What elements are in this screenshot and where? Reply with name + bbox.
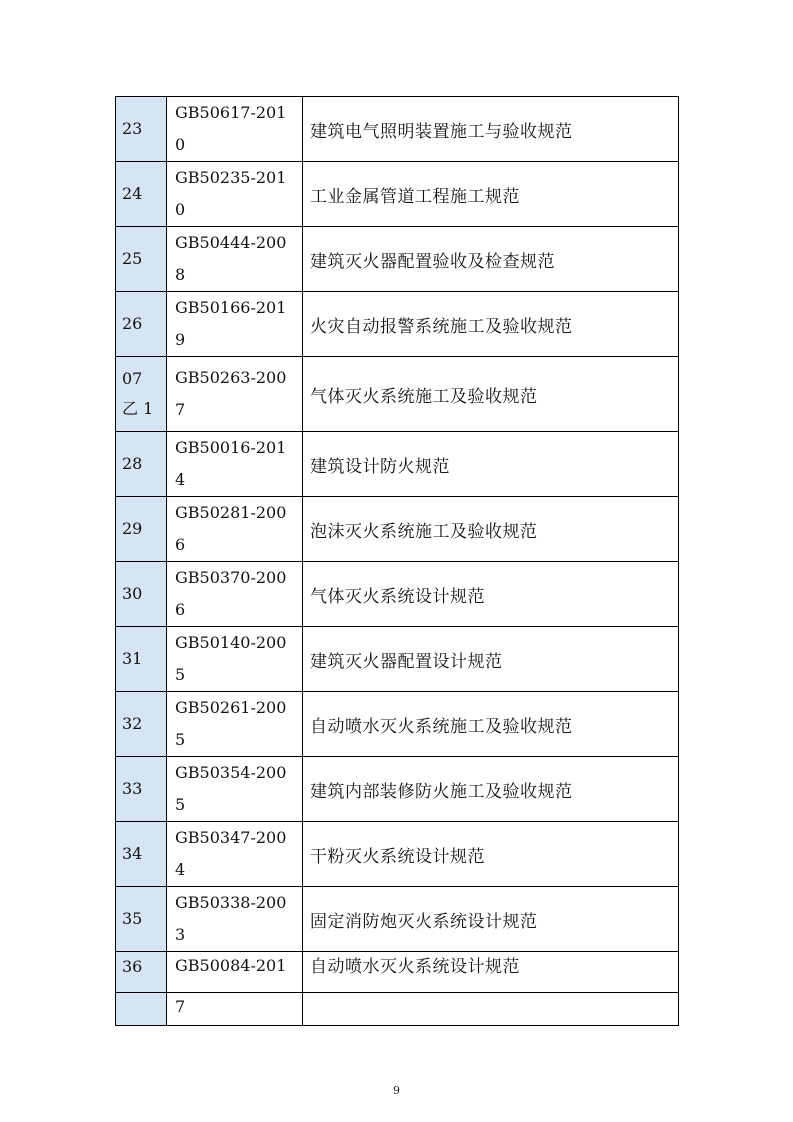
row-number-cell <box>116 432 167 497</box>
standard-code-cell <box>167 497 303 562</box>
standard-code: GB50347-200 <box>175 828 287 847</box>
standard-code-cell <box>167 357 303 432</box>
standard-code: 7 <box>175 997 186 1016</box>
table-row <box>116 952 679 993</box>
standard-code: GB50617-201 <box>175 103 287 122</box>
table-row <box>116 993 679 1026</box>
row-number: 28 <box>122 454 143 473</box>
row-number: 30 <box>122 584 143 603</box>
standard-code: GB50166-201 <box>175 298 287 317</box>
standard-code: 0 <box>175 135 186 154</box>
standard-name: 建筑内部装修防火施工及验收规范 <box>303 757 679 822</box>
standard-code-cell <box>167 692 303 757</box>
standards-table-body <box>116 97 679 1026</box>
row-number-cell <box>116 627 167 692</box>
standard-code: GB50261-200 <box>175 698 287 717</box>
standard-code-cell <box>167 822 303 887</box>
standard-code: 4 <box>175 860 186 879</box>
table-row <box>116 97 679 162</box>
standard-name: 建筑设计防火规范 <box>303 432 679 497</box>
row-number: 26 <box>122 314 143 333</box>
standard-code: 8 <box>175 265 186 284</box>
standard-name: 干粉灭火系统设计规范 <box>303 822 679 887</box>
standard-name: 泡沫灭火系统施工及验收规范 <box>303 497 679 562</box>
row-number: 23 <box>122 119 143 138</box>
standard-code-cell <box>167 887 303 952</box>
row-number-cell <box>116 993 167 1026</box>
standard-code: GB50263-200 <box>175 368 287 387</box>
standard-name: 自动喷水灭火系统设计规范 <box>303 952 679 993</box>
row-number: 35 <box>122 909 143 928</box>
standard-code-cell <box>167 227 303 292</box>
standard-name: 建筑灭火器配置验收及检查规范 <box>303 227 679 292</box>
row-number: 25 <box>122 249 143 268</box>
table-row <box>116 497 679 562</box>
page-number: 9 <box>393 1084 400 1097</box>
standard-code: GB50338-200 <box>175 893 287 912</box>
standard-code: 5 <box>175 795 186 814</box>
standard-code: 7 <box>175 400 186 419</box>
table-row <box>116 357 679 432</box>
row-number: 乙 1 <box>122 399 154 418</box>
row-number-cell <box>116 97 167 162</box>
standard-code: GB50444-200 <box>175 233 287 252</box>
standard-code-cell <box>167 162 303 227</box>
row-number: 36 <box>122 957 143 976</box>
standard-code-cell <box>167 97 303 162</box>
table-row <box>116 292 679 357</box>
standard-code: 6 <box>175 535 186 554</box>
row-number: 07 <box>122 369 143 388</box>
row-number-cell <box>116 887 167 952</box>
table-row <box>116 757 679 822</box>
standard-name: 气体灭火系统施工及验收规范 <box>303 357 679 432</box>
standard-code: GB50235-201 <box>175 168 287 187</box>
standard-code-cell <box>167 757 303 822</box>
standard-name <box>303 993 679 1026</box>
standard-code-cell <box>167 952 303 993</box>
standard-code-cell <box>167 627 303 692</box>
standard-name: 工业金属管道工程施工规范 <box>303 162 679 227</box>
standard-name: 自动喷水灭火系统施工及验收规范 <box>303 692 679 757</box>
row-number-cell <box>116 162 167 227</box>
row-number: 34 <box>122 844 143 863</box>
table-row <box>116 432 679 497</box>
standards-table <box>115 96 679 1026</box>
table-row <box>116 162 679 227</box>
standard-code-cell <box>167 562 303 627</box>
standard-code: 5 <box>175 665 186 684</box>
table-row <box>116 562 679 627</box>
row-number: 29 <box>122 519 143 538</box>
standard-name: 固定消防炮灭火系统设计规范 <box>303 887 679 952</box>
row-number-cell <box>116 562 167 627</box>
standard-name: 气体灭火系统设计规范 <box>303 562 679 627</box>
row-number: 32 <box>122 714 143 733</box>
row-number: 31 <box>122 649 143 668</box>
standard-code: 3 <box>175 925 186 944</box>
row-number: 24 <box>122 184 143 203</box>
standard-code: 9 <box>175 330 186 349</box>
standard-code-cell <box>167 993 303 1026</box>
table-row <box>116 227 679 292</box>
row-number-cell <box>116 227 167 292</box>
standard-code-cell <box>167 292 303 357</box>
standard-name: 火灾自动报警系统施工及验收规范 <box>303 292 679 357</box>
standard-code: 4 <box>175 470 186 489</box>
standard-name: 建筑灭火器配置设计规范 <box>303 627 679 692</box>
table-row <box>116 822 679 887</box>
table-row <box>116 887 679 952</box>
table-row <box>116 692 679 757</box>
row-number-cell <box>116 952 167 993</box>
row-number-cell <box>116 822 167 887</box>
standard-code-cell <box>167 432 303 497</box>
standard-code: GB50016-201 <box>175 438 287 457</box>
standard-code: 5 <box>175 730 186 749</box>
standard-code: GB50084-201 <box>175 956 287 975</box>
table-row <box>116 627 679 692</box>
standard-name: 建筑电气照明装置施工与验收规范 <box>303 97 679 162</box>
row-number-cell <box>116 497 167 562</box>
standard-code: GB50281-200 <box>175 503 287 522</box>
row-number-cell <box>116 692 167 757</box>
row-number-cell <box>116 757 167 822</box>
standard-code: 0 <box>175 200 186 219</box>
standard-code: 6 <box>175 600 186 619</box>
standard-code: GB50354-200 <box>175 763 287 782</box>
row-number: 33 <box>122 779 143 798</box>
standard-code: GB50140-200 <box>175 633 287 652</box>
row-number-cell <box>116 357 167 432</box>
standard-code: GB50370-200 <box>175 568 287 587</box>
row-number-cell <box>116 292 167 357</box>
